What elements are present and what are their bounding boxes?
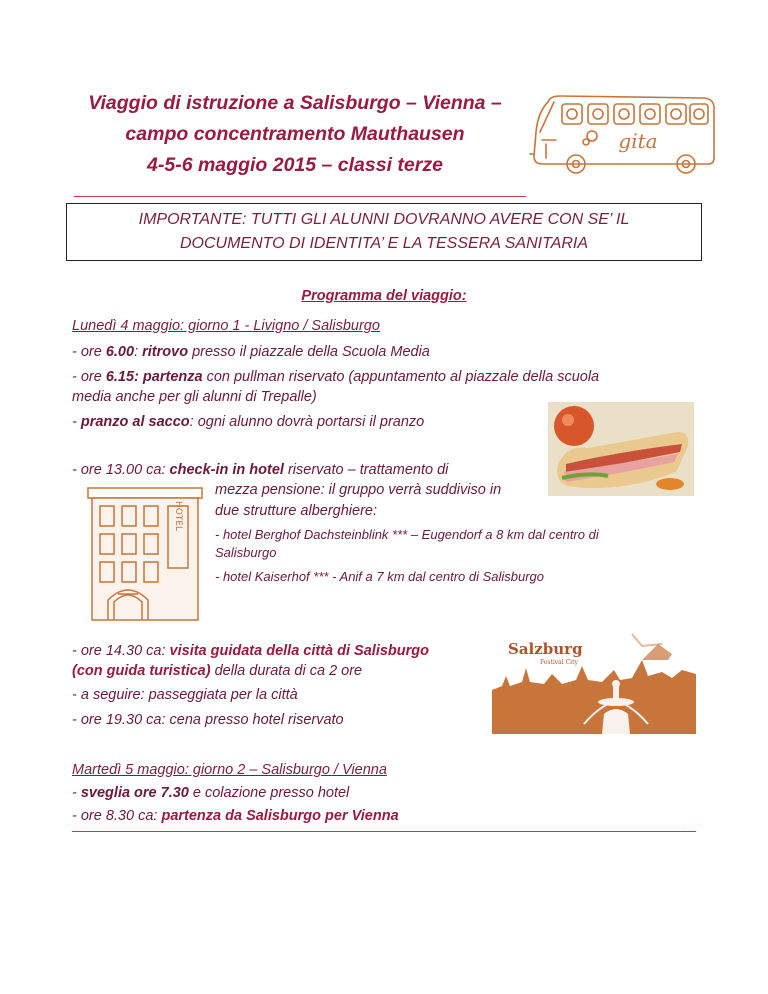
day1-item-tour-cont [72, 661, 362, 681]
day1-item-walk: - a seguire: passeggiata per la città [72, 687, 298, 703]
important-notice [66, 203, 702, 261]
text: : [134, 344, 143, 360]
hotel-sign-text: HOTEL [173, 500, 183, 532]
text-bold: ritrovo [142, 344, 189, 360]
title-line-1: Viaggio di istruzione a Salisburgo – Vienna – [88, 92, 502, 114]
text: - ore [72, 344, 106, 360]
program-heading: Programma del viaggio: [301, 288, 467, 304]
salzburg-illustration [492, 630, 696, 734]
bus-illustration [526, 92, 718, 180]
text: con pullman riservato (appuntamento al piazzale della scuola [202, 369, 600, 385]
text: riservato – trattamento di [283, 462, 449, 478]
text-bold: sveglia ore 7.30 [80, 785, 189, 801]
day1-item-tour [72, 641, 429, 661]
text: presso il piazzale della Scuola Media [188, 344, 430, 360]
salzburg-title: Salzburg [508, 640, 583, 658]
hotel-1-line-1: - hotel Berghof Dachsteinblink *** – Eugendorf a 8 km dal centro di [215, 527, 599, 542]
text: - ore [72, 369, 106, 385]
text-bold: (con guida turistica) [72, 663, 211, 679]
bottom-divider [72, 831, 696, 832]
day2-item-departure [72, 806, 399, 826]
day1-item-checkin-cont1: mezza pensione: il gruppo verrà suddiviso in [215, 482, 502, 498]
salzburg-subtitle: Festival City [540, 659, 578, 666]
trip-title [60, 88, 530, 181]
hotel-2: - hotel Kaiserhof *** - Anif a 7 km dal centro di Salisburgo [215, 569, 545, 584]
title-line-2: campo concentramento Mauthausen [125, 123, 465, 145]
title-line-3: 4-5-6 maggio 2015 – classi terze [147, 154, 443, 176]
text: : ogni alunno dovrà portarsi il pranzo [189, 414, 425, 430]
text-bold: partenza da Salisburgo per Vienna [161, 808, 399, 824]
day2-heading: Martedì 5 maggio: giorno 2 – Salisburgo / Vienna [72, 762, 387, 778]
text-bold: visita guidata della città di Salisburgo [169, 643, 429, 659]
text-bold: check-in in hotel [169, 462, 284, 478]
day2-item-wakeup [72, 783, 349, 803]
day1-item-checkin-cont2: due strutture alberghiere: [215, 503, 378, 519]
text: - ore 13.00 ca: [72, 462, 170, 478]
text-bold: 6.00 [105, 344, 135, 360]
text: della durata di ca 2 ore [210, 663, 363, 679]
text: - [72, 785, 81, 801]
bus-sign-text: gita [618, 129, 658, 153]
day1-item-dinner: - ore 19.30 ca: cena presso hotel riservato [72, 712, 344, 728]
sandwich-illustration [548, 402, 694, 496]
text: e colazione presso hotel [188, 785, 350, 801]
notice-line-1: IMPORTANTE: TUTTI GLI ALUNNI DOVRANNO AVERE CON SE’ IL [138, 211, 630, 228]
day1-item-meeting [72, 342, 430, 362]
text: - [72, 414, 81, 430]
text: - ore 8.30 ca: [72, 808, 162, 824]
day1-item-departure [72, 367, 599, 387]
title-divider [74, 196, 526, 197]
text-bold: pranzo al sacco [80, 414, 190, 430]
notice-line-2: DOCUMENTO DI IDENTITA’ E LA TESSERA SANITARIA [179, 235, 589, 252]
text: - ore 14.30 ca: [72, 643, 170, 659]
hotel-illustration [84, 484, 208, 622]
day1-heading: Lunedì 4 maggio: giorno 1 - Livigno / Salisburgo [72, 318, 380, 334]
text-bold: 6.15: partenza [105, 369, 203, 385]
hotel-1-line-2: Salisburgo [215, 545, 277, 560]
day1-item-checkin [72, 460, 448, 480]
day1-item-lunch [72, 412, 424, 432]
day1-item-departure-cont: media anche per gli alunni di Trepalle) [72, 389, 317, 405]
